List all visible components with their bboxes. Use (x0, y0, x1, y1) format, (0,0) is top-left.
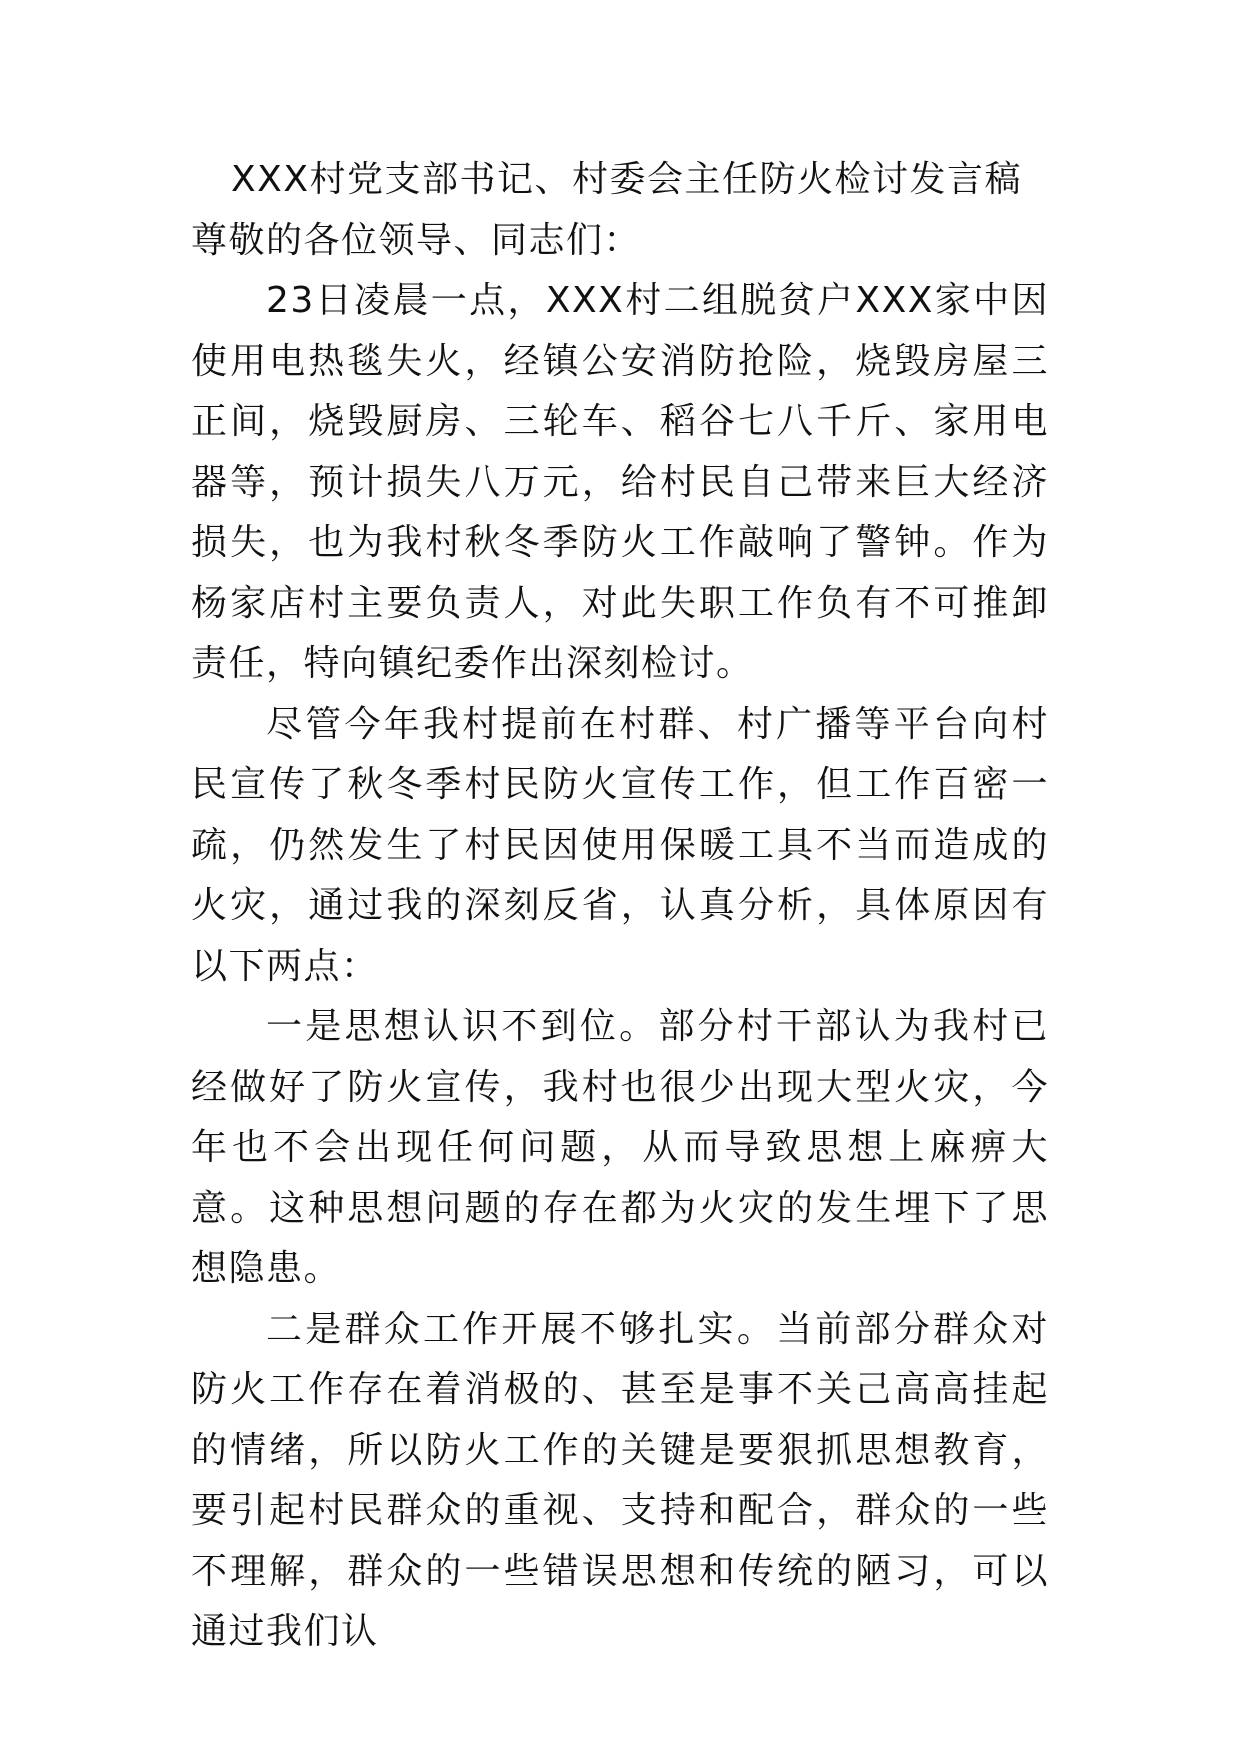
document-body (191, 150, 1049, 1663)
paragraph-background: 尽管今年我村提前在村群、村广播等平台向村民宣传了秋冬季村民防火宣传工作，但工作百密一疏，仍然发生了村民因使用保暖工具不当而造成的火灾，通过我的深刻反省，认真分析，具体原因有以下两点： (191, 703, 1049, 987)
paragraph-reason-two: 二是群众工作开展不够扎实。当前部分群众对防火工作存在着消极的、甚至是事不关己高高挂起的情绪，所以防火工作的关键是要狠抓思想教育，要引起村民群众的重视、支持和配合，群众的一些不理解，群众的一些错误思想和传统的陋习，可以通过我们认 (191, 1308, 1049, 1652)
paragraph-reason-one: 一是思想认识不到位。部分村干部认为我村已经做好了防火宣传，我村也很少出现大型火灾，今年也不会出现任何问题，从而导致思想上麻痹大意。这种思想问题的存在都为火灾的发生埋下了思想隐患。 (191, 1006, 1049, 1289)
document-title: XXX村党支部书记、村委会主任防火检讨发言稿 (231, 159, 1022, 200)
greeting-line: 尊敬的各位领导、同志们： (191, 219, 642, 261)
paragraph-incident: 23日凌晨一点，XXX村二组脱贫户XXX家中因使用电热毯失火，经镇公安消防抢险，烧毁房屋三正间，烧毁厨房、三轮车、稻谷七八千斤、家用电器等，预计损失八万元，给村民自己带来巨大经济损失，也为我村秋冬季防火工作敲响了警钟。作为杨家店村主要负责人，对此失职工作负有不可推卸责任，特向镇纪委作出深刻检讨。 (191, 280, 1049, 684)
